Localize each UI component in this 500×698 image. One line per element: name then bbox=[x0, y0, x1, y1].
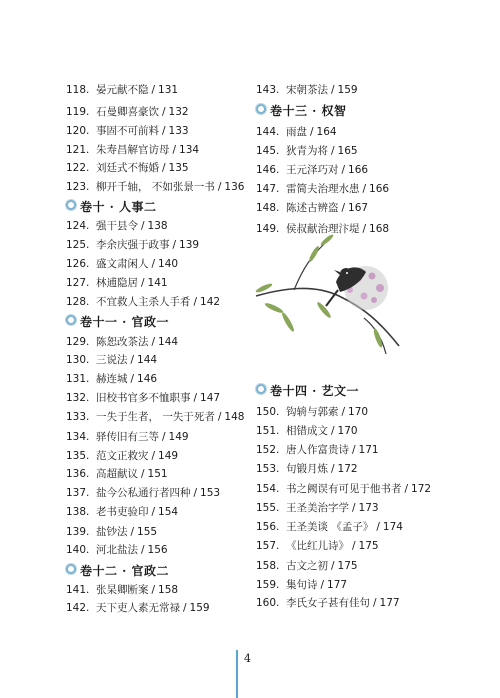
entry-page: 171 bbox=[358, 444, 379, 456]
section-heading bbox=[66, 563, 169, 579]
entry-separator: / bbox=[151, 450, 156, 462]
toc-entry[interactable] bbox=[66, 486, 220, 500]
entry-number: 128. bbox=[66, 296, 90, 308]
entry-page: 172 bbox=[411, 483, 432, 495]
toc-entry[interactable] bbox=[256, 424, 358, 438]
entry-title: 雨盘 bbox=[286, 126, 307, 138]
entry-separator: / bbox=[352, 540, 356, 552]
entry-separator: / bbox=[151, 84, 156, 96]
entry-separator: / bbox=[320, 579, 325, 591]
entry-number: 151. bbox=[256, 425, 280, 437]
entry-title: 朱寿昌解官访母 bbox=[96, 144, 170, 156]
toc-entry[interactable] bbox=[256, 578, 347, 592]
entry-separator: / bbox=[341, 406, 346, 418]
entry-number: 158. bbox=[256, 560, 280, 572]
entry-separator: / bbox=[151, 506, 156, 518]
page-number-rule bbox=[236, 650, 238, 698]
toc-entry[interactable] bbox=[66, 238, 199, 252]
toc-entry[interactable] bbox=[66, 601, 210, 615]
entry-separator: / bbox=[151, 258, 156, 270]
section-heading-label: 卷十二 · 官政二 bbox=[80, 564, 170, 578]
entry-number: 139. bbox=[66, 526, 90, 538]
toc-entry[interactable] bbox=[256, 501, 379, 515]
entry-page: 177 bbox=[379, 597, 400, 609]
toc-entry[interactable] bbox=[66, 295, 220, 309]
entry-separator: / bbox=[151, 336, 156, 348]
entry-title: 驿传旧有三等 bbox=[96, 431, 159, 443]
entry-title: 盐今公私通行者四种 bbox=[96, 487, 191, 499]
toc-entry[interactable] bbox=[256, 462, 358, 476]
section-bullet-icon bbox=[256, 104, 266, 114]
entry-separator: / bbox=[151, 584, 156, 596]
entry-title: 三说法 bbox=[96, 354, 128, 366]
entry-number: 131. bbox=[66, 373, 90, 385]
entry-page: 167 bbox=[348, 202, 369, 214]
toc-entry[interactable] bbox=[256, 125, 337, 139]
entry-page: 170 bbox=[337, 425, 358, 437]
toc-entry[interactable] bbox=[66, 219, 168, 233]
entry-separator: / bbox=[141, 220, 145, 232]
entry-number: 152. bbox=[256, 444, 280, 456]
entry-title: 范文正救灾 bbox=[96, 450, 149, 462]
entry-number: 141. bbox=[66, 584, 90, 596]
entry-separator: / bbox=[331, 425, 335, 437]
entry-page: 175 bbox=[337, 560, 358, 572]
entry-number: 129. bbox=[66, 336, 90, 348]
entry-page: 172 bbox=[337, 463, 358, 475]
entry-separator: / bbox=[362, 183, 367, 195]
entry-number: 145. bbox=[256, 145, 280, 157]
entry-title: 狄青为将 bbox=[286, 145, 328, 157]
entry-page: 166 bbox=[369, 183, 390, 195]
entry-title: 老书吏验印 bbox=[96, 506, 149, 518]
entry-title: 事固不可前料 bbox=[96, 125, 159, 137]
entry-page: 158 bbox=[158, 584, 179, 596]
entry-separator: / bbox=[130, 354, 135, 366]
toc-entry[interactable] bbox=[66, 449, 178, 463]
section-bullet-icon bbox=[66, 200, 76, 210]
section-heading bbox=[256, 383, 359, 399]
toc-entry[interactable] bbox=[66, 353, 157, 367]
toc-entry[interactable] bbox=[66, 505, 178, 519]
entry-page: 164 bbox=[316, 126, 337, 138]
entry-number: 127. bbox=[66, 277, 90, 289]
entry-number: 137. bbox=[66, 487, 90, 499]
entry-number: 133. bbox=[66, 411, 90, 423]
entry-title: 天下吏人素无常禄 bbox=[96, 602, 180, 614]
entry-title: 雷简夫治理水患 bbox=[286, 183, 360, 195]
entry-page: 175 bbox=[358, 540, 379, 552]
entry-title: 钩辀与郭索 bbox=[286, 406, 339, 418]
entry-title: 陈恕改茶法 bbox=[96, 336, 149, 348]
entry-title: 河北盐法 bbox=[96, 544, 138, 556]
section-bullet-icon bbox=[66, 564, 76, 574]
entry-number: 135. bbox=[66, 450, 90, 462]
toc-entry[interactable] bbox=[256, 144, 358, 158]
entry-number: 159. bbox=[256, 579, 280, 591]
entry-separator: / bbox=[141, 468, 145, 480]
entry-page: 155 bbox=[137, 526, 158, 538]
entry-title: 《比红儿诗》 bbox=[286, 540, 349, 552]
entry-title: 盐钞法 bbox=[96, 526, 128, 538]
section-heading bbox=[256, 103, 347, 119]
entry-separator: / bbox=[331, 463, 335, 475]
entry-page: 146 bbox=[137, 373, 158, 385]
entry-title: 旧校书官多不恤职事 bbox=[96, 392, 191, 404]
entry-page: 154 bbox=[158, 506, 179, 518]
section-heading-label: 卷十一 · 官政一 bbox=[80, 315, 170, 329]
entry-number: 144. bbox=[256, 126, 280, 138]
entry-page: 144 bbox=[137, 354, 158, 366]
entry-number: 134. bbox=[66, 431, 90, 443]
entry-number: 140. bbox=[66, 544, 90, 556]
toc-entry[interactable] bbox=[66, 83, 178, 97]
entry-separator: / bbox=[217, 411, 222, 423]
entry-number: 126. bbox=[66, 258, 90, 270]
entry-title: 相错成文 bbox=[286, 425, 328, 437]
toc-entry[interactable] bbox=[66, 180, 244, 194]
entry-number: 124. bbox=[66, 220, 90, 232]
section-heading bbox=[66, 314, 169, 330]
entry-title: 一失于生者， 一失于死者 bbox=[96, 411, 215, 423]
entry-number: 156. bbox=[256, 521, 280, 533]
entry-number: 154. bbox=[256, 483, 280, 495]
toc-entry[interactable] bbox=[66, 105, 189, 119]
toc-entry[interactable] bbox=[66, 583, 178, 597]
entry-page: 149 bbox=[158, 450, 179, 462]
toc-entry[interactable] bbox=[66, 161, 189, 175]
entry-title: 侯叔献治理汴堤 bbox=[286, 223, 360, 235]
page-number: 4 bbox=[244, 652, 251, 665]
entry-title: 集句诗 bbox=[286, 579, 318, 591]
entry-number: 142. bbox=[66, 602, 90, 614]
entry-title: 王元泽巧对 bbox=[286, 164, 339, 176]
entry-page: 173 bbox=[358, 502, 379, 514]
section-heading-label: 卷十 · 人事二 bbox=[80, 200, 157, 214]
entry-page: 135 bbox=[168, 162, 189, 174]
entry-title: 柳开千轴， 不如张景一书 bbox=[96, 181, 215, 193]
entry-separator: / bbox=[341, 202, 346, 214]
entry-page: 151 bbox=[147, 468, 168, 480]
entry-separator: / bbox=[362, 223, 367, 235]
entry-title: 唐人作富贵诗 bbox=[286, 444, 349, 456]
entry-separator: / bbox=[183, 602, 187, 614]
entry-title: 刘廷式不悔婚 bbox=[96, 162, 159, 174]
entry-page: 142 bbox=[200, 296, 221, 308]
entry-page: 166 bbox=[348, 164, 369, 176]
entry-page: 136 bbox=[224, 181, 245, 193]
entry-separator: / bbox=[172, 239, 177, 251]
entry-title: 宋朝茶法 bbox=[286, 84, 328, 96]
entry-number: 120. bbox=[66, 125, 90, 137]
entry-page: 149 bbox=[168, 431, 189, 443]
entry-page: 156 bbox=[147, 544, 168, 556]
entry-title: 古文之初 bbox=[286, 560, 328, 572]
toc-entry[interactable] bbox=[66, 124, 189, 138]
section-bullet-icon bbox=[66, 315, 76, 325]
entry-title: 王圣美治字学 bbox=[286, 502, 349, 514]
entry-separator: / bbox=[162, 125, 166, 137]
entry-page: 138 bbox=[147, 220, 168, 232]
entry-number: 153. bbox=[256, 463, 280, 475]
entry-separator: / bbox=[193, 487, 198, 499]
entry-separator: / bbox=[162, 106, 166, 118]
entry-separator: / bbox=[310, 126, 314, 138]
entry-number: 138. bbox=[66, 506, 90, 518]
toc-entry[interactable] bbox=[66, 391, 220, 405]
entry-number: 155. bbox=[256, 502, 280, 514]
entry-number: 146. bbox=[256, 164, 280, 176]
bird-on-branch-ink-painting bbox=[254, 226, 404, 366]
entry-page: 139 bbox=[179, 239, 200, 251]
toc-entry[interactable] bbox=[256, 482, 431, 496]
entry-title: 林逋隐居 bbox=[96, 277, 138, 289]
entry-separator: / bbox=[130, 526, 135, 538]
entry-number: 130. bbox=[66, 354, 90, 366]
entry-title: 高超献议 bbox=[96, 468, 138, 480]
entry-number: 118. bbox=[66, 84, 90, 96]
entry-separator: / bbox=[373, 597, 377, 609]
entry-separator: / bbox=[130, 373, 135, 385]
toc-entry[interactable] bbox=[256, 405, 368, 419]
entry-title: 晏元献不隐 bbox=[96, 84, 149, 96]
toc-entry[interactable] bbox=[256, 201, 368, 215]
entry-title: 不宜救人主杀人手肴 bbox=[96, 296, 191, 308]
entry-page: 159 bbox=[189, 602, 210, 614]
toc-entry[interactable] bbox=[66, 372, 157, 386]
entry-page: 177 bbox=[327, 579, 348, 591]
entry-number: 123. bbox=[66, 181, 90, 193]
entry-page: 165 bbox=[337, 145, 358, 157]
section-heading bbox=[66, 199, 157, 215]
entry-number: 122. bbox=[66, 162, 90, 174]
toc-entry[interactable] bbox=[256, 596, 400, 610]
entry-page: 153 bbox=[200, 487, 221, 499]
entry-number: 119. bbox=[66, 106, 90, 118]
toc-entry[interactable] bbox=[256, 182, 389, 196]
entry-separator: / bbox=[141, 277, 145, 289]
entry-separator: / bbox=[352, 502, 356, 514]
entry-page: 141 bbox=[147, 277, 168, 289]
entry-separator: / bbox=[352, 444, 356, 456]
toc-entry[interactable] bbox=[66, 257, 178, 271]
entry-number: 121. bbox=[66, 144, 90, 156]
toc-entry[interactable] bbox=[66, 430, 189, 444]
entry-title: 张杲卿断案 bbox=[96, 584, 149, 596]
entry-page: 170 bbox=[348, 406, 369, 418]
section-heading-label: 卷十四 · 艺文一 bbox=[270, 384, 360, 398]
section-heading-label: 卷十三 · 权智 bbox=[270, 104, 347, 118]
entry-page: 174 bbox=[382, 521, 403, 533]
entry-page: 159 bbox=[337, 84, 358, 96]
toc-entry[interactable] bbox=[66, 410, 244, 424]
entry-separator: / bbox=[341, 164, 346, 176]
toc-entry[interactable] bbox=[256, 520, 403, 534]
entry-title: 石曼卿喜豪饮 bbox=[96, 106, 159, 118]
entry-title: 书之阙误有可见于他书者 bbox=[286, 483, 402, 495]
toc-entry[interactable] bbox=[66, 467, 168, 481]
entry-title: 强干县令 bbox=[96, 220, 138, 232]
entry-title: 赫连城 bbox=[96, 373, 128, 385]
entry-page: 168 bbox=[369, 223, 390, 235]
entry-page: 133 bbox=[168, 125, 189, 137]
entry-number: 148. bbox=[256, 202, 280, 214]
toc-entry[interactable] bbox=[66, 143, 199, 157]
entry-number: 147. bbox=[256, 183, 280, 195]
entry-number: 149. bbox=[256, 223, 280, 235]
entry-number: 150. bbox=[256, 406, 280, 418]
entry-title: 陈述古辨盗 bbox=[286, 202, 339, 214]
entry-separator: / bbox=[193, 392, 198, 404]
entry-separator: / bbox=[172, 144, 177, 156]
entry-page: 134 bbox=[179, 144, 200, 156]
entry-page: 132 bbox=[168, 106, 189, 118]
toc-entry[interactable] bbox=[66, 276, 168, 290]
entry-number: 136. bbox=[66, 468, 90, 480]
entry-number: 125. bbox=[66, 239, 90, 251]
entry-separator: / bbox=[331, 560, 335, 572]
toc-entry[interactable] bbox=[66, 335, 178, 349]
section-bullet-icon bbox=[256, 384, 266, 394]
toc-entry[interactable] bbox=[66, 525, 157, 539]
entry-number: 160. bbox=[256, 597, 280, 609]
entry-page: 147 bbox=[200, 392, 221, 404]
entry-number: 132. bbox=[66, 392, 90, 404]
entry-number: 157. bbox=[256, 540, 280, 552]
toc-entry[interactable] bbox=[256, 163, 368, 177]
entry-page: 131 bbox=[158, 84, 179, 96]
entry-page: 144 bbox=[158, 336, 179, 348]
toc-entry[interactable] bbox=[256, 559, 358, 573]
entry-separator: / bbox=[141, 544, 145, 556]
entry-separator: / bbox=[217, 181, 222, 193]
entry-number: 143. bbox=[256, 84, 280, 96]
toc-entry[interactable] bbox=[256, 83, 358, 97]
entry-separator: / bbox=[162, 431, 166, 443]
entry-title: 句锻月炼 bbox=[286, 463, 328, 475]
entry-title: 李余庆强于政事 bbox=[96, 239, 170, 251]
toc-entry[interactable] bbox=[256, 539, 379, 553]
entry-separator: / bbox=[193, 296, 198, 308]
entry-separator: / bbox=[376, 521, 380, 533]
entry-title: 王圣美谈 《孟子》 bbox=[286, 521, 374, 533]
entry-separator: / bbox=[162, 162, 166, 174]
entry-page: 148 bbox=[224, 411, 245, 423]
entry-title: 李氏女子甚有佳句 bbox=[286, 597, 370, 609]
entry-separator: / bbox=[331, 84, 335, 96]
toc-entry[interactable] bbox=[66, 543, 168, 557]
toc-entry[interactable] bbox=[256, 443, 379, 457]
entry-separator: / bbox=[331, 145, 335, 157]
entry-separator: / bbox=[404, 483, 409, 495]
entry-page: 140 bbox=[158, 258, 179, 270]
entry-title: 盛文肃闲人 bbox=[96, 258, 149, 270]
